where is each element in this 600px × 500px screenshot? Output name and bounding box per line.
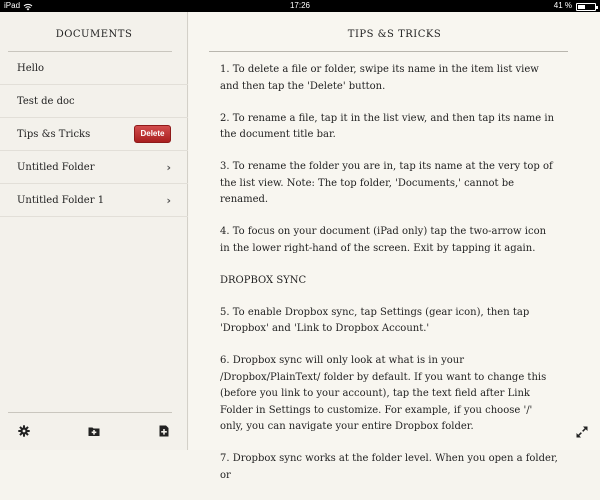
battery-icon — [576, 3, 596, 11]
paragraph: 4. To focus on your document (iPad only) tap the two-arrow icon in the lower right-hand of the screen. Exit by tapping it again. — [220, 226, 547, 254]
document-view — [189, 12, 600, 481]
folder-add-icon[interactable] — [88, 425, 100, 437]
document-list — [0, 52, 188, 217]
sidebar — [0, 12, 188, 450]
list-item-label: Untitled Folder 1 — [17, 195, 105, 206]
paragraph: 3. To rename the folder you are in, tap its name at the very top of the list view. Note: The top folder, 'Documents,' cannot be renamed. — [220, 161, 553, 205]
chevron-right-icon: › — [166, 161, 171, 174]
chevron-right-icon: › — [166, 194, 171, 207]
list-item-untitled-folder-1[interactable] — [0, 184, 188, 217]
delete-button[interactable]: Delete — [134, 125, 171, 143]
gear-icon[interactable] — [18, 425, 30, 437]
list-item-test-de-doc[interactable] — [0, 85, 188, 118]
divider — [209, 51, 568, 52]
list-item-label: Hello — [17, 63, 45, 74]
list-item-label: Untitled Folder — [17, 162, 95, 173]
list-item-label: Test de doc — [17, 96, 75, 107]
list-item-label: Tips &s Tricks — [17, 129, 91, 140]
battery-percent: 41 % — [553, 1, 572, 10]
paragraph: 2. To rename a file, tap it in the list view, and then tap its name in the document title bar. — [220, 112, 555, 140]
sidebar-title[interactable]: DOCUMENTS — [55, 29, 133, 40]
expand-arrows-icon[interactable] — [576, 426, 588, 438]
paragraph: 5. To enable Dropbox sync, tap Settings (gear icon), then tap 'Dropbox' and 'Link to Dropbox Account.' — [220, 306, 530, 334]
paragraph: 7. Dropbox sync works at the folder level. When you open a folder, or — [220, 453, 558, 481]
list-item-tips-tricks[interactable] — [0, 118, 188, 151]
section-heading: DROPBOX SYNC — [220, 274, 307, 286]
device-label: iPad — [4, 1, 21, 10]
battery-fill — [578, 5, 585, 9]
document-title[interactable]: TIPS &S TRICKS — [347, 29, 442, 40]
list-item-hello[interactable] — [0, 52, 188, 85]
document-body[interactable] — [220, 62, 558, 500]
paragraph: 1. To delete a file or folder, swipe its name in the item list view and then tap the 'Delete' button. — [220, 64, 539, 92]
clock: 17:26 — [289, 1, 311, 10]
status-bar — [0, 0, 600, 12]
list-item-untitled-folder[interactable] — [0, 151, 188, 184]
paragraph: 6. Dropbox sync will only look at what is in your /Dropbox/PlainText/ folder by default. If you want to change this (before you link to your account), tap the text field after Link Folder in Settings to customize. For example, if you choose '/' only, you can navigate your entire Dropbox folder. — [220, 355, 547, 432]
document-add-icon[interactable] — [158, 425, 170, 437]
divider — [8, 412, 172, 413]
